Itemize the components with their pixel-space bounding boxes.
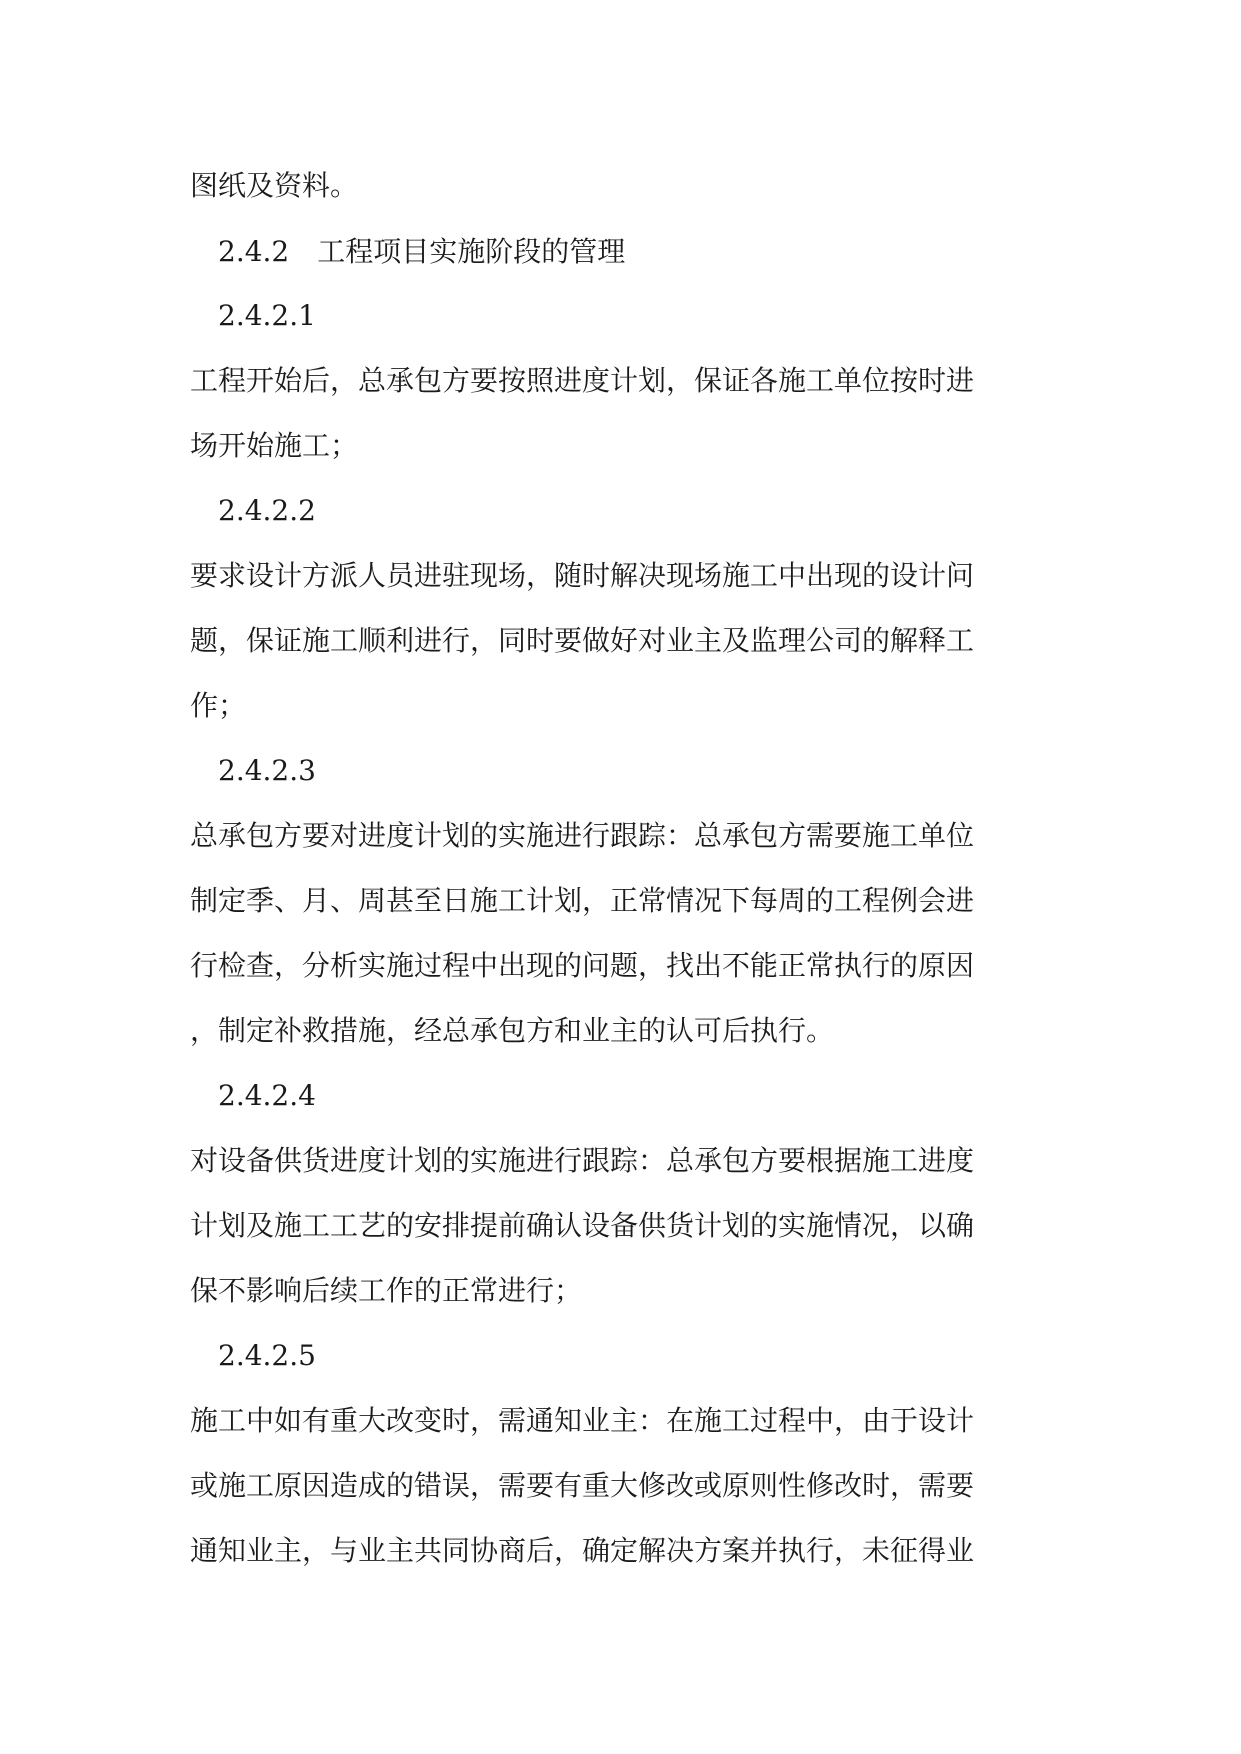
body-text-line: 工程开始后，总承包方要按照进度计划，保证各施工单位按时进 bbox=[190, 364, 975, 397]
body-text-line: 或施工原因造成的错误，需要有重大修改或原则性修改时，需要 bbox=[190, 1469, 975, 1502]
body-text-line: 题，保证施工顺利进行，同时要做好对业主及监理公司的解释工 bbox=[190, 624, 975, 657]
body-text-line: 保不影响后续工作的正常进行； bbox=[190, 1274, 583, 1307]
body-text-line: 作； bbox=[190, 689, 247, 722]
body-text-line: ，制定补救措施，经总承包方和业主的认可后执行。 bbox=[190, 1014, 835, 1047]
body-text-line: 总承包方要对进度计划的实施进行跟踪：总承包方需要施工单位 bbox=[190, 819, 975, 852]
body-text-line: 施工中如有重大改变时，需通知业主：在施工过程中，由于设计 bbox=[190, 1404, 975, 1437]
section-heading: 2.4.2 工程项目实施阶段的管理 bbox=[218, 235, 626, 268]
body-text-line: 场开始施工； bbox=[190, 429, 359, 462]
subsection-number: 2.4.2.1 bbox=[218, 299, 316, 332]
body-text-line: 行检查，分析实施过程中出现的问题，找出不能正常执行的原因 bbox=[190, 949, 975, 982]
body-text-line: 通知业主，与业主共同协商后，确定解决方案并执行，未征得业 bbox=[190, 1534, 975, 1567]
subsection-number: 2.4.2.3 bbox=[218, 754, 316, 787]
body-text-line: 计划及施工工艺的安排提前确认设备供货计划的实施情况，以确 bbox=[190, 1209, 975, 1242]
body-text-line: 要求设计方派人员进驻现场，随时解决现场施工中出现的设计问 bbox=[190, 559, 975, 592]
subsection-number: 2.4.2.5 bbox=[218, 1339, 316, 1372]
body-text-line: 对设备供货进度计划的实施进行跟踪：总承包方要根据施工进度 bbox=[190, 1144, 975, 1177]
subsection-number: 2.4.2.4 bbox=[218, 1079, 316, 1112]
subsection-number: 2.4.2.2 bbox=[218, 494, 316, 527]
body-text-line: 制定季、月、周甚至日施工计划，正常情况下每周的工程例会进 bbox=[190, 884, 975, 917]
body-text-line: 图纸及资料。 bbox=[190, 169, 359, 202]
